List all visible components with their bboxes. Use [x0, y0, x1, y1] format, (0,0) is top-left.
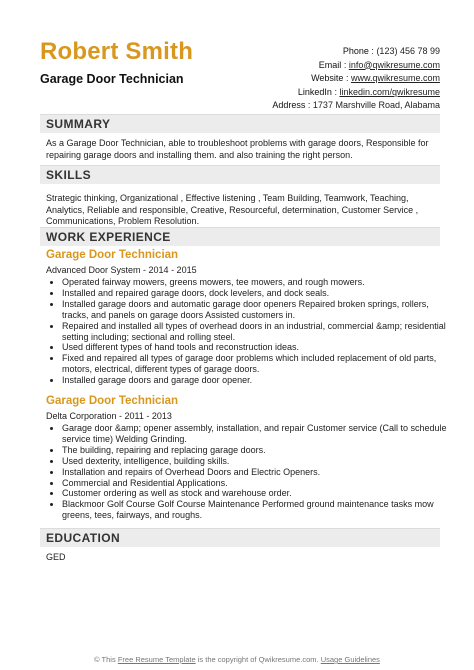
phone-value: (123) 456 78 99 — [376, 46, 440, 56]
job-1-bullets — [46, 277, 454, 386]
email-link[interactable]: info@qwikresume.com — [348, 59, 440, 70]
list-item: • Used different types of hand tools and reconstruction ideas. — [62, 342, 454, 353]
website-link[interactable]: www.qwikresume.com — [350, 73, 440, 84]
contact-website: Website : www.qwikresume.com — [311, 73, 440, 84]
list-item: • Installed and repaired garage doors, dock levelers, and dock seals. — [62, 288, 454, 299]
list-item: • Used dexterity, intelligence, building skills. — [62, 456, 454, 467]
education-section-header — [40, 528, 440, 547]
footer — [0, 655, 474, 664]
experience-section-header — [40, 227, 440, 246]
list-item: • Blackmoor Golf Course Golf Course Maintenance Performed ground maintenance tasks mow greens, tees, fairways, and roughs. — [62, 499, 454, 521]
address-label: Address — [272, 100, 306, 111]
skills-section-header — [40, 165, 440, 184]
summary-text: As a Garage Door Technician, able to troubleshoot problems with garage doors, Responsible for repairing garage doors and installing them. and also training the right person. — [46, 138, 429, 160]
linkedin-link[interactable]: linkedin.com/qwikresume — [339, 86, 440, 97]
website-label: Website — [311, 73, 344, 84]
education-text: GED — [46, 552, 66, 562]
list-item: • Installation and repairs of Overhead Doors and Electric Openers. — [62, 467, 454, 478]
summary-section-header — [40, 114, 440, 133]
list-item: • Fixed and repaired all types of garage door problems which included replacement of old parts, motors, electrical, different types of garage doors. — [62, 353, 454, 375]
skills-heading: SKILLS — [46, 168, 92, 182]
candidate-name: Robert Smith — [40, 38, 194, 65]
list-item: • Operated fairway mowers, greens mowers, tee mowers, and rough mowers. — [62, 277, 454, 288]
address-value: 1737 Marshville Road, Alabama — [312, 100, 440, 111]
experience-heading: WORK EXPERIENCE — [46, 230, 171, 244]
linkedin-label: LinkedIn — [297, 86, 332, 97]
contact-email: Email : info@qwikresume.com — [318, 59, 440, 70]
summary-heading: SUMMARY — [46, 117, 111, 131]
contact-block — [220, 45, 440, 113]
skills-text: Strategic thinking, Organizational , Effective listening , Team Building, Teamwork, Teaching, Analytics, Reliable and responsible, Creative, Resourceful, determination, Customer Service , Communications, Problem Resolution. — [46, 193, 419, 226]
phone-label: Phone — [342, 46, 369, 56]
footer-prefix: © This — [94, 655, 116, 664]
job-2-title: Garage Door Technician — [46, 395, 179, 407]
template-link[interactable]: Free Resume Template — [117, 655, 196, 664]
footer-middle: is the copyright of Qwikresume.com. — [197, 655, 319, 664]
job-1-company: Advanced Door System - 2014 - 2015 — [46, 265, 197, 275]
list-item: • Commercial and Residential Applications. — [62, 478, 454, 489]
job-1-title: Garage Door Technician — [46, 249, 179, 261]
contact-address: Address : 1737 Marshville Road, Alabama — [272, 100, 440, 111]
list-item: • The building, repairing and replacing garage doors. — [62, 445, 454, 456]
list-item: • Repaired and installed all types of overhead doors in an industrial, commercial &amp; residential setting including; sectional and rolling steel. — [62, 321, 454, 343]
candidate-title: Garage Door Technician — [40, 72, 184, 86]
email-label: Email — [318, 59, 342, 70]
job-2-company: Delta Corporation - 2011 - 2013 — [46, 411, 172, 421]
usage-guidelines-link[interactable]: Usage Guidelines — [320, 655, 380, 664]
list-item: • Customer ordering as well as stock and warehouse order. — [62, 488, 454, 499]
job-2-bullets — [46, 423, 454, 521]
contact-phone: Phone : (123) 456 78 99 — [342, 46, 440, 56]
list-item: • Installed garage doors and automatic garage door openers Repaired broken springs, rollers, tracks, and panels on garage doors Assisted customers in. — [62, 299, 454, 321]
education-heading: EDUCATION — [46, 531, 121, 545]
list-item: • Installed garage doors and garage door opener. — [62, 375, 454, 386]
contact-linkedin: LinkedIn : linkedin.com/qwikresume — [297, 86, 440, 97]
list-item: • Garage door &amp; opener assembly, installation, and repair Customer service (Call to schedule service time) Welding Grinding. — [62, 423, 454, 445]
